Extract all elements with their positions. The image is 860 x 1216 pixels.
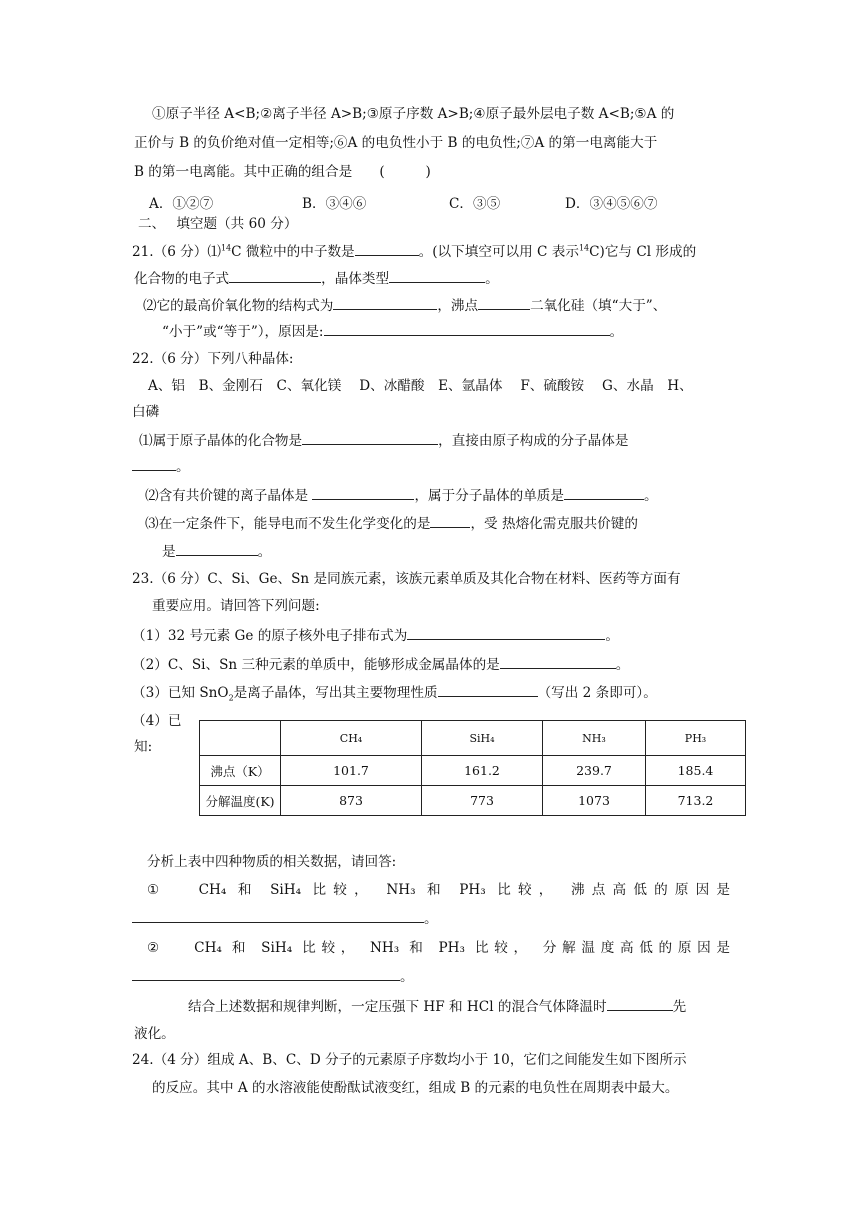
- q23-c2-end: 。: [400, 969, 414, 985]
- q21-line-1: [132, 241, 696, 262]
- table-header-cell: PH₃: [646, 721, 746, 756]
- q23-question-2-cont: [132, 966, 414, 987]
- q23-sub-4-label-cont: 知:: [134, 739, 153, 755]
- q21-l2-text-a: 化合物的电子式: [134, 271, 230, 287]
- q22-blank-covalent-melting[interactable]: [176, 541, 258, 556]
- q21-l4-text-b: 。: [609, 324, 624, 340]
- table-cell: 239.7: [543, 756, 646, 786]
- q21-l3-text-b: ，沸点: [437, 298, 479, 314]
- table-header-cell: SiH₄: [422, 721, 543, 756]
- q22-p2-text-c: 。: [643, 488, 658, 504]
- q22-p3-text-c: 是: [162, 544, 176, 560]
- q22-p3-text-a: ⑶在一定条件下，能导电而不发生化学变化的是: [145, 516, 431, 532]
- q23-s1-end: 。: [605, 628, 619, 644]
- q21-mass-number: 14: [220, 243, 232, 253]
- q21-l2-text-c: 。: [485, 271, 499, 287]
- q23-heading-cont: 重要应用。请回答下列问题:: [152, 598, 320, 614]
- q23-question-2: ② CH₄ 和 SiH₄ 比较， NH₃ 和 PH₃ 比较， 分解温度高低的原因是: [147, 940, 730, 956]
- q22-items: A、铝 B、金刚石 C、氧化镁 D、冰醋酸 E、氩晶体 F、硫酸铵 G、水晶 H、: [148, 378, 693, 394]
- q23-sub-2: [132, 654, 629, 675]
- q23-s3-text-c: （写出 2 条即可）。: [537, 685, 657, 701]
- q22-blank-atomic-molecular[interactable]: [132, 456, 176, 471]
- q22-blank-covalent-ionic[interactable]: [312, 485, 414, 500]
- q23-blank-electron-config[interactable]: [407, 625, 605, 640]
- q23-s1-text: （1）32 号元素 Ge 的原子核外电子排布式为: [132, 628, 408, 644]
- q22-part-2: [145, 485, 658, 506]
- q23-s3-text-a: （3）已知 SnO: [132, 685, 229, 701]
- q23-blank-physical-properties[interactable]: [438, 682, 538, 697]
- q22-heading: 22.（6 分）下列八种晶体:: [132, 351, 294, 367]
- table-cell: 1073: [543, 786, 646, 816]
- table-header-row: [200, 721, 746, 756]
- q22-part-3-cont: [162, 541, 271, 562]
- q22-p3-text-d: 。: [257, 544, 272, 560]
- q23-question-3-cont: 液化。: [134, 1026, 175, 1042]
- q20-option-d: D．③④⑤⑥⑦: [565, 196, 658, 212]
- q23-s2-text: （2）C、Si、Sn 三种元素的单质中，能够形成金属晶体的是: [132, 657, 500, 673]
- q21-line-4: [162, 321, 623, 342]
- table-row-label: 沸点（K）: [200, 756, 281, 786]
- q23-sub-1: [132, 625, 619, 646]
- q20-option-b: B．③④⑥: [302, 196, 367, 212]
- q21-line-2: [134, 268, 499, 289]
- q23-c3-text-a: 结合上述数据和规律判断，一定压强下 HF 和 HCl 的混合气体降温时: [188, 999, 607, 1015]
- q22-p2-text-a: ⑵含有共价键的离子晶体是: [145, 488, 309, 504]
- q23-blank-boiling-reason[interactable]: [132, 908, 424, 923]
- q21-l2-text-b: ，晶体类型: [321, 271, 390, 287]
- section-title: 填空题（共 60 分）: [176, 216, 298, 232]
- q21-prefix: 21.（6 分）⑴: [132, 244, 221, 260]
- q23-s3-text-b: 是离子晶体，写出其主要物理性质: [233, 685, 438, 701]
- table-header-cell: NH₃: [543, 721, 646, 756]
- q21-l4-text-a: “小于”或“等于”），原因是:: [162, 324, 324, 340]
- q22-blank-conductor[interactable]: [430, 513, 470, 528]
- q22-part-1: [139, 430, 628, 451]
- q23-blank-decomposition-reason[interactable]: [132, 966, 400, 981]
- q23-question-1-cont: [132, 908, 438, 929]
- q22-p1-text-b: ，直接由原子构成的分子晶体是: [438, 433, 629, 449]
- q20-line-3: [134, 162, 431, 182]
- q22-blank-molecular-element[interactable]: [564, 485, 644, 500]
- table-cell: 101.7: [281, 756, 422, 786]
- q22-p1-text-c: 。: [176, 459, 190, 475]
- q20-option-a: A．①②⑦: [149, 196, 214, 212]
- q22-p3-text-b: ，受 热熔化需克服共价键的: [470, 516, 638, 532]
- table-cell: 185.4: [646, 756, 746, 786]
- q24-line-2: 的反应。其中 A 的水溶液能使酚酞试液变红，组成 B 的元素的电负性在周期表中最大。: [152, 1080, 679, 1096]
- q23-heading: 23.（6 分）C、Si、Ge、Sn 是同族元素，该族元素单质及其化合物在材料、医药等方面有: [132, 571, 681, 587]
- section-number: 二、: [138, 216, 159, 232]
- table-row: [200, 756, 746, 786]
- q23-sub-3: [132, 682, 657, 703]
- table-header-cell: [200, 721, 281, 756]
- q23-question-1: ① CH₄ 和 SiH₄ 比较， NH₃ 和 PH₃ 比较， 沸点高低的原因是: [147, 882, 730, 898]
- table-cell: 773: [422, 786, 543, 816]
- q21-blank-boiling-compare[interactable]: [478, 295, 530, 310]
- q22-items-cont: 白磷: [132, 404, 160, 420]
- table-cell: 713.2: [646, 786, 746, 816]
- q22-p1-text-a: ⑴属于原子晶体的化合物是: [139, 433, 303, 449]
- q20-option-c: C．③⑤: [449, 196, 501, 212]
- table-cell: 161.2: [422, 756, 543, 786]
- q22-part-1-cont: [132, 456, 190, 477]
- q21-l3-text-c: 二氧化硅（填“大于”、: [530, 298, 667, 314]
- section-2-heading: [138, 214, 297, 234]
- table-header-cell: CH₄: [281, 721, 422, 756]
- q21-blank-reason[interactable]: [324, 321, 610, 336]
- q23-c3-text-b: 先: [672, 999, 687, 1015]
- q23-question-3: [188, 996, 686, 1017]
- table-row-label: 分解温度(K): [200, 786, 281, 816]
- q21-text-b: C 微粒中的中子数是: [231, 244, 355, 260]
- q20-line-1: ①原子半径 A<B;②离子半径 A>B;③原子序数 A>B;④原子最外层电子数 A<B;⑤A 的: [152, 106, 675, 122]
- q20-line-2: 正价与 B 的负价绝对值一定相等;⑥A 的电负性小于 B 的电负性;⑦A 的第一电离能大于: [134, 135, 658, 151]
- table-cell: 873: [281, 786, 422, 816]
- q21-blank-neutrons[interactable]: [355, 241, 419, 256]
- q21-blank-crystal-type[interactable]: [389, 268, 485, 283]
- q23-c1-end: 。: [424, 911, 438, 927]
- q23-sub-4-label: （4）已: [132, 713, 182, 729]
- q20-line-3-text: B 的第一电离能。其中正确的组合是: [134, 164, 353, 180]
- q21-text-c: 。(以下填空可以用 C 表示: [418, 244, 579, 260]
- q23-s3-subscript: 2: [228, 693, 234, 703]
- q22-blank-atomic-compound[interactable]: [302, 430, 438, 445]
- q23-s2-end: 。: [615, 657, 630, 673]
- q21-blank-structure[interactable]: [333, 295, 437, 310]
- q23-blank-liquefy-first[interactable]: [607, 996, 673, 1011]
- q21-mass-number-2: 14: [578, 243, 590, 253]
- q21-l3-text-a: ⑵它的最高价氧化物的结构式为: [143, 298, 334, 314]
- q22-part-3: [145, 513, 638, 534]
- table-row: [200, 786, 746, 816]
- q21-blank-electron-formula[interactable]: [229, 268, 321, 283]
- q24-line-1: 24.（4 分）组成 A、B、C、D 分子的元素原子序数均小于 10，它们之间能发生如下图所示: [132, 1052, 687, 1068]
- q21-line-3: [143, 295, 666, 316]
- q23-blank-metal-crystal[interactable]: [500, 654, 616, 669]
- data-table: [199, 720, 746, 816]
- q22-p2-text-b: ，属于分子晶体的单质是: [414, 488, 564, 504]
- q20-answer-paren: ( ): [379, 164, 431, 180]
- q21-text-d: C)它与 Cl 形成的: [589, 244, 697, 260]
- q23-analyze: 分析上表中四种物质的相关数据，请回答:: [147, 854, 397, 870]
